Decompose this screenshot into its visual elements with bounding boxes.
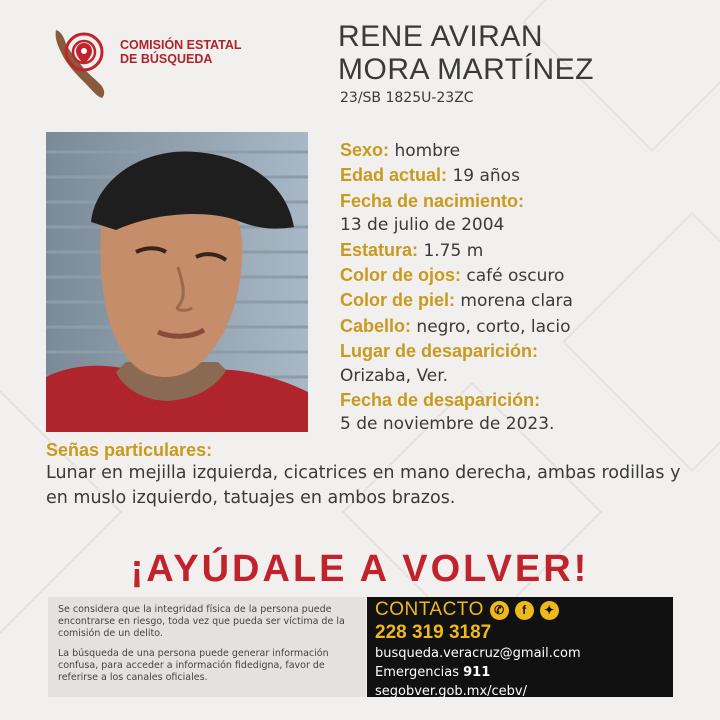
person-details	[340, 138, 573, 437]
detail-label: Estatura:	[340, 239, 419, 260]
detail-value: 13 de julio de 2004	[340, 215, 505, 236]
detail-label: Edad actual:	[340, 165, 448, 186]
distinguishing-marks-label: Señas particulares:	[46, 440, 213, 460]
agency-logo	[48, 26, 248, 100]
contact-email[interactable]: busqueda.veracruz@gmail.com	[375, 646, 581, 661]
person-photo	[46, 132, 308, 432]
disclaimer-paragraph-2: La búsqueda de una persona puede generar información confusa, para acceder a información fidedigna, favor de referirse a los canales oficiales.	[58, 648, 329, 683]
contact-website[interactable]: segobver.gob.mx/cebv/	[375, 684, 528, 699]
detail-row	[340, 314, 573, 339]
detail-row	[340, 238, 573, 263]
person-name-line2: MORA MARTÍNEZ	[338, 53, 594, 86]
contact-phone[interactable]: 228 319 3187	[375, 622, 492, 643]
detail-label: Fecha de nacimiento:	[340, 190, 525, 211]
disclaimer-paragraph-1: Se considera que la integridad física de la persona puede encontrarse en riesgo, toda vez que pueda ser víctima de la comisión de un delito.	[58, 604, 345, 639]
detail-label: Lugar de desaparición:	[340, 341, 539, 362]
veracruz-map-icon	[48, 26, 112, 100]
detail-label: Color de ojos:	[340, 265, 461, 286]
detail-value: café oscuro	[466, 266, 565, 287]
detail-row	[340, 263, 573, 288]
detail-label: Sexo:	[340, 140, 390, 160]
portrait-illustration	[46, 132, 308, 432]
whatsapp-icon[interactable]: ✆	[490, 601, 509, 620]
agency-name-line2: DE BÚSQUEDA	[120, 52, 213, 66]
facebook-icon[interactable]: f	[515, 601, 534, 620]
detail-row	[340, 163, 573, 188]
disclaimer-box	[48, 597, 366, 697]
detail-row	[340, 288, 573, 313]
detail-value: hombre	[394, 141, 461, 161]
detail-row	[340, 138, 573, 163]
emergency-number[interactable]: 911	[463, 665, 491, 680]
detail-label: Color de piel:	[340, 290, 456, 311]
detail-value: 5 de noviembre de 2023.	[340, 414, 555, 435]
background-diamond	[562, 212, 720, 472]
contact-heading-row	[375, 599, 665, 621]
emergency-line	[375, 663, 665, 682]
detail-value: morena clara	[460, 291, 573, 312]
contact-box	[367, 597, 673, 697]
person-name-line1: RENE AVIRAN	[338, 20, 543, 53]
twitter-icon[interactable]: ✦	[540, 601, 559, 620]
agency-name-line1: COMISIÓN ESTATAL	[120, 38, 242, 52]
detail-label: Cabello:	[340, 315, 412, 336]
case-folio: 23/SB 1825U-23ZC	[340, 90, 474, 106]
detail-label: Fecha de desaparición:	[340, 390, 541, 411]
detail-value: Orizaba, Ver.	[340, 365, 449, 386]
detail-value: 19 años	[452, 166, 520, 187]
agency-name	[120, 38, 242, 66]
detail-value: 1.75 m	[423, 240, 484, 261]
emergency-label: Emergencias	[375, 665, 459, 680]
distinguishing-marks	[46, 440, 686, 511]
person-name	[338, 20, 594, 86]
distinguishing-marks-text: Lunar en mejilla izquierda, cicatrices en mano derecha, ambas rodillas y en muslo izquierdo, tatuajes en ambos brazos.	[46, 463, 681, 508]
call-to-action: ¡AYÚDALE A VOLVER!	[130, 548, 590, 590]
contact-heading: CONTACTO	[375, 599, 484, 620]
detail-value: negro, corto, lacio	[416, 316, 571, 337]
